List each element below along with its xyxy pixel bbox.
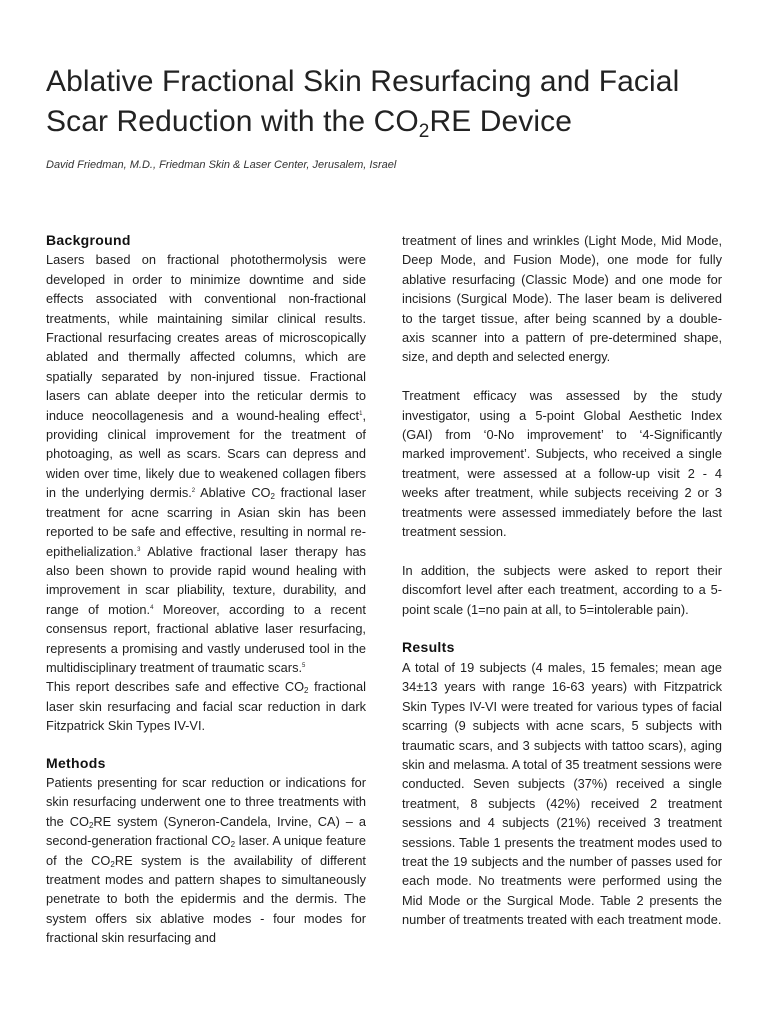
- discomfort-paragraph: In addition, the subjects were asked to report their discomfort level after each treatment, according to a 5-point scale (1=no pain at all, to 5=intolerable pain).: [402, 562, 722, 617]
- results-heading: Results: [402, 639, 455, 656]
- article-title: [46, 62, 736, 142]
- methods-paragraph-1: Patients presenting for scar reduction or indications for skin resurfacing underwent one to three treatments with the $CO_2RE$ system (Syneron-Candela, Irvine, CA) – a second-generation fractional $CO_2$ laser. A unique feature of the $CO_2RE$ system is the availability of different treatment modes and pattern shapes to simultaneously penetrate to both the epidermis and the dermis. The system offers six ablative modes - four modes for fractional skin resurfacing and: [46, 774, 366, 946]
- methods-paragraph-continued: treatment of lines and wrinkles (Light Mode, Mid Mode, Deep Mode, and Fusion Mode), one mode for fully ablative resurfacing (Classic Mode) and one mode for incisions (Surgical Mode). The laser beam is delivered to the target tissue, after being scanned by a double-axis scanner into a pattern of pre-determined shape, size, and depth and selected energy.: [402, 233, 722, 365]
- title-subscript: 2: [418, 121, 430, 142]
- efficacy-paragraph: Treatment efficacy was assessed by the study investigator, using a 5-point Global Aesthetic Index (GAI) from ‘0-No improvement’ to ‘4-Significantly marked improvement’. Subjects, who received a single treatment, were assessed at a follow-up visit 2 - 4 weeks after treatment, while subjects receiving 2 or 3 treatments were assessed immediately before the last treatment session.: [402, 388, 722, 540]
- methods-heading: Methods: [46, 754, 106, 771]
- title-text: Ablative Fractional Skin Resurfacing and Facial Scar Reduction with the CO: [46, 65, 680, 138]
- background-paragraph-1: Lasers based on fractional photothermolysis were developed in order to minimize downtime and side effects associated with conventional non-fractional treatments, while maintaining similar clinical results. Fractional resurfacing creates areas of microscopically ablated and thermally affected columns, which are spatially separated by non-injured tissue. Fractional lasers can ablate deeper into the reticular dermis to induce neocollagenesis and a wound-healing effect$^1$, providing clinical improvement for the treatment of photoaging, as well as scars. Scars can depress and widen over time, likely due to weakened collagen fibers in the underlying dermis.$^2$ Ablative $CO_2$ fractional laser treatment for acne scarring in Asian skin has been reported to be safe and effective, resulting in normal re-epithelialization.$^3$ Ablative fractional laser therapy has also been shown to provide rapid wound healing with improvement in scar pliability, texture, durability, and range of motion.$^4$ Moreover, according to a recent consensus report, fractional ablative laser resurfacing, represents a promising and vastly underused tool in the multidisciplinary treatment of traumatic scars.$^5$: [46, 252, 366, 675]
- background-heading: Background: [46, 232, 131, 248]
- title-text-end: RE Device: [429, 105, 573, 138]
- author-line: David Friedman, M.D., Friedman Skin & Laser Center, Jerusalem, Israel: [46, 159, 397, 171]
- right-column: [402, 231, 722, 930]
- results-paragraph-1: A total of 19 subjects (4 males, 15 females; mean age 34±13 years with range 16-63 years) with Fitzpatrick Skin Types IV-VI were treated for various types of facial scarring (9 subjects with acne scars, 5 subjects with traumatic scars, and 3 subjects with tattoo scars), aging skin and melasma. A total of 35 treatment sessions were conducted. Seven subjects (37%) received a single treatment, 8 subjects (42%) received 2 treatment sessions and 4 subjects (21%) received 3 treatment sessions. Table 1 presents the treatment modes used to treat the 19 subjects and the number of passes used for each mode. No treatments were performed using the Mid Mode or the Surgical Mode. Table 2 presents the number of treatments treated with each treatment mode.: [402, 659, 722, 928]
- background-paragraph-2: This report describes safe and effective $CO_2$ fractional laser skin resurfacing and facial scar reduction in dark Fitzpatrick Skin Types IV-VI.: [46, 679, 366, 734]
- left-column: [46, 231, 366, 948]
